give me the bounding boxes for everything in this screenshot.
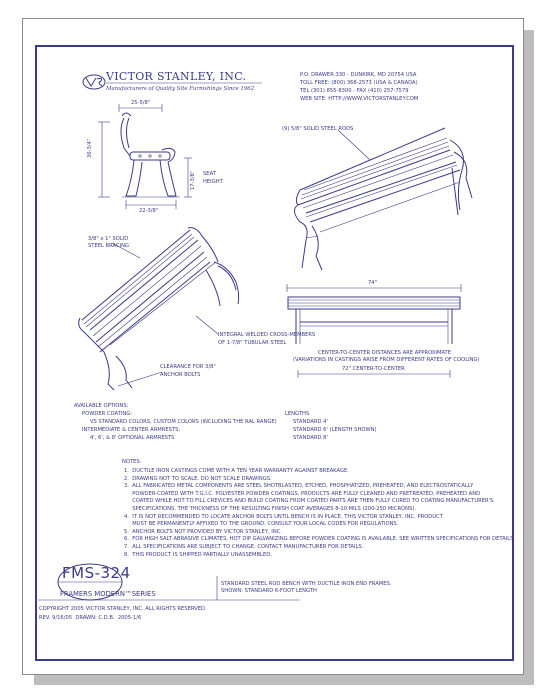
note-line: 4. IT IS NOT RECOMMENDED TO LOCATE ANCHOR BOLTS UNTIL BENCH IS IN PLACE. THIS VICTOR STANLEY, INC. PRODUCT [124,513,443,520]
company-tagline: Manufacturers of Quality Site Furnishings Since 1962 [106,86,255,92]
seat-height-label-1: SEAT [203,171,216,177]
product-description-1: STANDARD STEEL ROD BENCH WITH DUCTILE IRON END FRAMES. [221,581,392,587]
dimension-height: 36-3/4" [87,138,93,158]
revision-text: REV. 9/16/05 DRAWN: C.D.B. 2005-1/6 [39,615,142,621]
options-powder: POWDER COATING: [82,411,132,417]
address-line-2: TOLL FREE: (800) 368-2573 (USA & CANADA) [300,80,418,86]
address-line-1: P.O. DRAWER 330 - DUNKIRK, MD 20754 USA [300,72,417,78]
options-powder-detail: VS STANDARD COLORS, CUSTOM COLORS (INCLUDING THE RAL RANGE) [90,419,277,425]
note-line: POWDER-COATED WITH T.G.I.C. POLYESTER POWDER COATINGS. PRODUCTS ARE FULLY CLEANED AND PRETREATED, PREHEATED AND [124,490,481,497]
length-item-4ft: STANDARD 4' [293,419,328,425]
callout-cross-members-2: OF 1-7/8" TUBULAR STEEL [218,340,287,346]
center-note-3: 72" CENTER-TO-CENTER [342,366,405,372]
center-note-2: (VARIATIONS IN CASTINGS ARISE FROM DIFFERENT RATES OF COOLING) [293,357,480,363]
options-armrests-detail: 4', 6', & 8' OPTIONAL ARMRESTS [90,435,175,441]
cross-members-leader [196,316,218,334]
rods-leader [338,130,370,160]
callout-steel-rods: (9) 5/8" SOLID STEEL RODS [282,126,354,132]
options-armrests: INTERMEDIATE & CENTER ARMRESTS: [82,427,181,433]
dimension-overall-length: 74" [368,280,377,286]
callout-anchor-2: ANCHOR BOLTS [160,372,201,378]
series-name: FRAMERS MODERN™SERIES [60,590,156,598]
dimension-seat-height: 17-3/8" [190,170,196,190]
notes-heading: NOTES: [122,459,142,465]
note-line: 7. ALL SPECIFICATIONS ARE SUBJECT TO CHANGE. CONTACT MANUFACTURER FOR DETAILS. [124,543,364,550]
model-number: FMS-324 [62,564,131,582]
note-line: 3. ALL FABRICATED METAL COMPONENTS ARE STEEL SHOTBLASTED, ETCHED, PHOSPHATIZED, PREHEATED, AND ELECTROSTATICALLY [124,483,474,490]
lengths-heading: LENGTHS [285,411,310,417]
address-line-3: TEL (301) 855-8300 - FAX (410) 257-7579 [300,88,409,94]
callout-bracing-1: 3/8" x 1" SOLID [88,236,129,242]
note-line: MUST BE PERMANENTLY AFFIXED TO THE GROUND. CONSULT YOUR LOCAL CODES FOR REGULATIONS. [124,521,399,528]
copyright-text: COPYRIGHT 2005 VICTOR STANLEY, INC. ALL RIGHTS RESERVED. [39,606,207,612]
dimension-base-depth: 22-3/8" [139,208,159,214]
note-line: 2. DRAWING NOT TO SCALE. DO NOT SCALE DRAWINGS. [124,475,272,482]
callout-cross-members-1: INTEGRAL WELDED CROSS-MEMBERS [218,332,316,338]
seat-height-label-2: HEIGHT [203,179,223,185]
note-line: 8. THIS PRODUCT IS SHIPPED PARTIALLY UNASSEMBLED. [124,551,272,558]
company-logo-text: VICTOR STANLEY, INC. [106,70,247,83]
note-line: SPECIFICATIONS. THE THICKNESS OF THE RESULTING FINISH COAT AVERAGES 8-10 MILS (200-250 MICRONS). [124,505,416,512]
note-line: 6. FOR HIGH SALT ABRASIVE CLIMATES, HOT DIP GALVANIZING BEFORE POWDER COATING IS AVAILABLE. SEE WRITTEN SPECIFICATIONS FOR DETAILS. [124,536,516,543]
perspective-view [294,128,472,270]
victor-stanley-logo-icon [83,75,105,89]
note-line: 5. ANCHOR BOLTS NOT PROVIDED BY VICTOR STANLEY, INC. [124,528,282,535]
front-elevation-view [287,284,461,378]
length-item-8ft: STANDARD 8' [293,435,328,441]
dimension-top-width: 25-5/8" [131,100,151,106]
product-description-2: SHOWN: STANDARD 6-FOOT LENGTH [221,588,317,594]
note-line: 1. DUCTILE IRON CASTINGS COME WITH A TEN YEAR WARRANTY AGAINST BREAKAGE. [124,468,349,474]
note-line: COATED WHILE HOT TO FILL CREVICES AND BUILD COATING FROM COATED PARTS ARE THEN FULLY CURED TO COATING MANUFACTURER'S [124,498,494,505]
callout-bracing-2: STEEL BRACING [88,243,130,249]
anchor-leader [118,372,162,386]
side-elevation-view [98,104,192,209]
length-item-6ft: STANDARD 6' (LENGTH SHOWN) [293,427,377,433]
notes-list [124,468,516,559]
center-note-1: CENTER-TO-CENTER DISTANCES ARE APPROXIMATE [318,350,452,356]
callout-anchor-1: CLEARANCE FOR 3/8" [160,364,216,370]
options-heading: AVAILABLE OPTIONS: [74,403,129,409]
address-line-4: WEB SITE: HTTP://WWW.VICTORSTANLEY.COM [300,96,419,102]
